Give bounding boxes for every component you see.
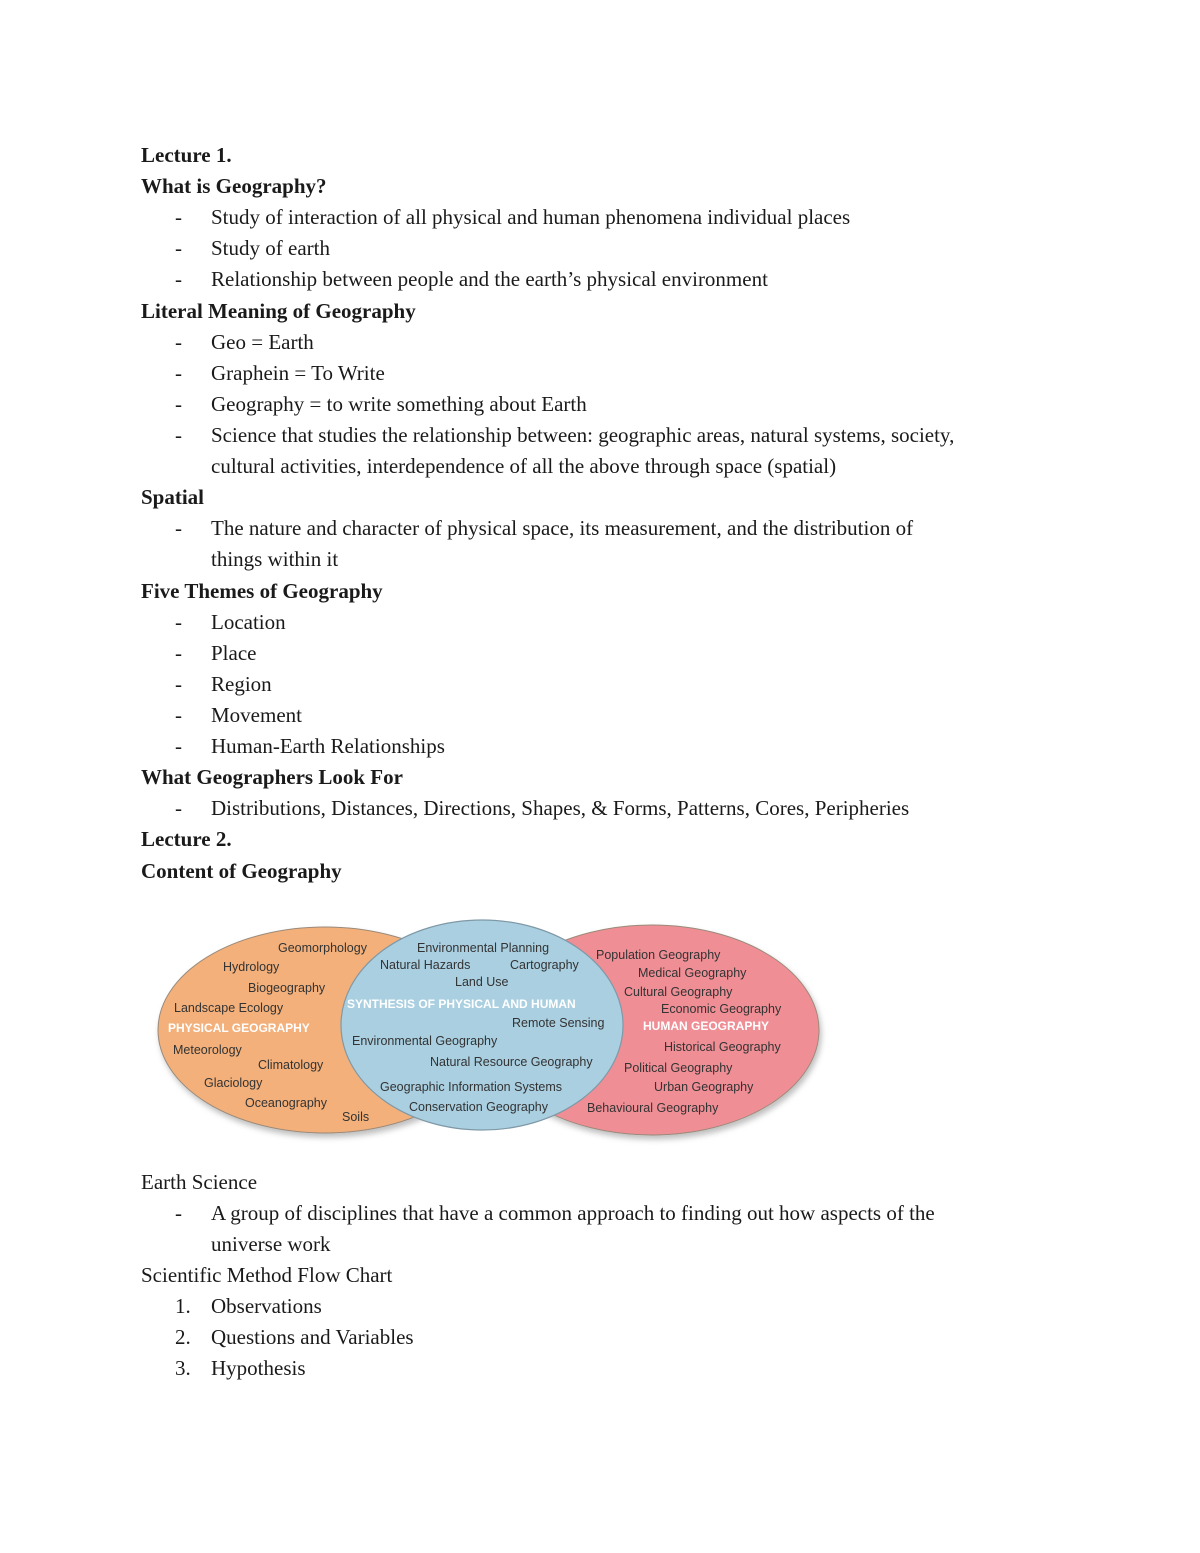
human-term: Political Geography: [624, 1061, 733, 1075]
human-term: Historical Geography: [664, 1040, 781, 1054]
venn-svg: [150, 910, 830, 1150]
what-is-geography-heading: What is Geography?: [141, 174, 327, 198]
human-term: Population Geography: [596, 948, 721, 962]
human-term: Behavioural Geography: [587, 1101, 719, 1115]
synthesis-term: Environmental Planning: [417, 941, 550, 955]
physical-term: Soils: [342, 1110, 370, 1124]
synthesis-term: Cartography: [510, 958, 579, 972]
scientific-method-heading: Scientific Method Flow Chart: [141, 1263, 393, 1287]
physical-term: Meteorology: [173, 1043, 242, 1057]
physical-term: Biogeography: [248, 981, 326, 995]
physical-term: Oceanography: [245, 1096, 328, 1110]
document-page: Lecture 1. What is Geography? - Study of interaction of all physical and human phenomena individual places - Study of earth - Relationship between people and the earth’s physical environment Literal Meaning of Geography - Geo = Earth - Graphein = To Write - Geography = to write something about Earth - Science that studies the relationship between: geographic areas, natural systems, society, cultural activities, interdependence of all the above through space (spatial) Spatial - The nature and character of physical space, its measurement, and the distribution of things within it Five Themes of Geography - Location - Place - Region - Movement - Human-Earth Relationships What Geographers Look For - Distributions, Distances, Directions, Shapes, & Forms, Patterns, Cores, Peripheries Lecture 2. Content of Geography Geomorphology Hydrology Biogeography Landscape Ecology PHYSICAL GEOGRAPHY Meteorology Climatology Glaciology Oceanography Soils Environmental Planning Natural Hazards Cartography Land Use SYNTHESIS OF PHYSICAL AND HUMAN Remote Sensing Environmental Geography Natural Resource Geography Geographic Information Systems Conservation Geography Population Geography Medical Geography Cultural Geography Economic Geography HUMAN GEOGRAPHY Historical Geography Political Geography Urban Geography Behavioural Geography Earth Science - A group of disciplines that have a common approach to finding out how aspects of the universe work Scientific Method Flow Chart 1. Observations 2. Questions and Variables 3. Hypothesis: [0, 0, 1200, 1553]
physical-term: Glaciology: [204, 1076, 263, 1090]
synthesis-term: Natural Hazards: [380, 958, 471, 972]
spatial-heading: Spatial: [141, 485, 205, 509]
human-term: Cultural Geography: [624, 985, 733, 999]
physical-geography-label: PHYSICAL GEOGRAPHY: [168, 1021, 310, 1035]
what-geographers-look-for-heading: What Geographers Look For: [141, 765, 403, 789]
physical-term: Landscape Ecology: [174, 1001, 284, 1015]
synthesis-term: Land Use: [455, 975, 509, 989]
geography-venn-diagram: [150, 910, 830, 1150]
earth-science-heading: Earth Science: [141, 1170, 258, 1194]
synthesis-label: SYNTHESIS OF PHYSICAL AND HUMAN: [347, 997, 576, 1011]
physical-term: Hydrology: [223, 960, 280, 974]
synthesis-term: Environmental Geography: [352, 1034, 498, 1048]
synthesis-term: Natural Resource Geography: [430, 1055, 593, 1069]
lecture-1-title: Lecture 1.: [141, 143, 232, 167]
synthesis-term: Conservation Geography: [409, 1100, 548, 1114]
content-of-geography-heading: Content of Geography: [141, 859, 342, 883]
human-term: Economic Geography: [661, 1002, 782, 1016]
physical-term: Climatology: [258, 1058, 324, 1072]
human-geography-label: HUMAN GEOGRAPHY: [643, 1019, 770, 1033]
synthesis-term: Remote Sensing: [512, 1016, 605, 1030]
literal-meaning-heading: Literal Meaning of Geography: [141, 299, 416, 323]
synthesis-term: Geographic Information Systems: [380, 1080, 563, 1094]
lecture-2-title: Lecture 2.: [141, 827, 232, 851]
physical-term: Geomorphology: [278, 941, 367, 955]
human-term: Medical Geography: [638, 966, 747, 980]
five-themes-heading: Five Themes of Geography: [141, 579, 383, 603]
human-term: Urban Geography: [654, 1080, 754, 1094]
